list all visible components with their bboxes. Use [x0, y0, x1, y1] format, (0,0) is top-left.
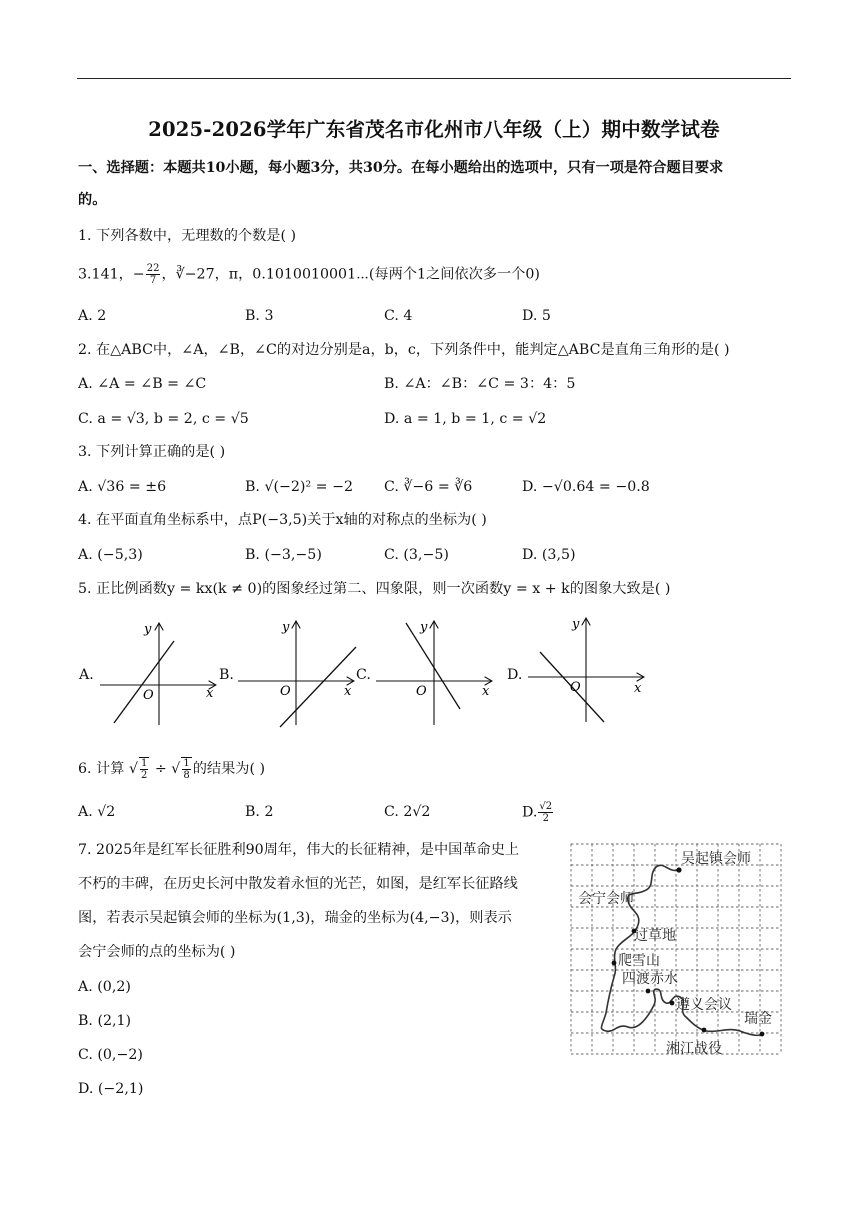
q7-option-d[interactable]: D. (−2,1): [78, 1081, 144, 1097]
q5-a-y-label: y: [144, 622, 152, 637]
long-march-map: [568, 841, 788, 1061]
q5-b-origin: O: [280, 684, 291, 699]
q1-items-a: 3.141，−: [78, 266, 145, 283]
q3-option-d[interactable]: D. −√0.64 = −0.8: [522, 479, 650, 495]
section-heading: 一、选择题：本题共10小题，每小题3分，共30分。在每小题给出的选项中，只有一项是符合题目要求: [78, 160, 724, 176]
q6-divide: ÷: [154, 761, 167, 777]
q1-option-a[interactable]: A. 2: [78, 308, 107, 324]
q5-d-origin: O: [570, 680, 581, 695]
q6-stem-c: 的结果为( ): [192, 761, 266, 777]
label-zunyi: 遵义会议: [676, 997, 732, 1013]
section-heading-cont: 的。: [78, 192, 107, 208]
header-rule: [77, 78, 791, 79]
q2-option-a[interactable]: A. ∠A = ∠B = ∠C: [78, 376, 207, 392]
q5-graph-c: [372, 617, 500, 729]
page-title: 2025-2026学年广东省茂名市化州市八年级（上）期中数学试卷: [148, 118, 720, 141]
q3-stem: 3. 下列计算正确的是( ): [78, 444, 226, 460]
q5-graph-d: [524, 614, 652, 726]
q5-option-d[interactable]: D.: [507, 667, 523, 683]
q7-line-2: 不朽的丰碑，在历史长河中散发着永恒的光芒，如图，是红军长征路线: [78, 876, 518, 892]
q3-option-b[interactable]: B. √(−2)² = −2: [245, 479, 353, 495]
q1-items-b: ，∛−27，π，0.1010010001⋯(每两个1之间依次多一个0): [161, 266, 540, 283]
label-paxueshan: 爬雪山: [618, 953, 660, 969]
q4-option-c[interactable]: C. (3,−5): [384, 547, 449, 563]
label-huining: 会宁会师: [578, 891, 634, 907]
q4-option-d[interactable]: D. (3,5): [522, 547, 576, 563]
q5-d-x-label: x: [634, 681, 642, 696]
label-sidu: 四渡赤水: [622, 971, 678, 987]
q7-option-b[interactable]: B. (2,1): [78, 1013, 132, 1029]
q5-a-x-label: x: [206, 686, 214, 701]
q4-option-a[interactable]: A. (−5,3): [78, 547, 143, 563]
q2-option-b[interactable]: B. ∠A：∠B：∠C = 3：4：5: [384, 376, 576, 392]
q1-option-b[interactable]: B. 3: [245, 308, 274, 324]
q7-line-1: 7. 2025年是红军长征胜利90周年，伟大的长征精神，是中国革命史上: [78, 842, 520, 858]
q6-stem: [78, 757, 265, 781]
zunyi-point: [670, 1001, 675, 1006]
q5-graph-b: [234, 617, 362, 729]
q6-stem-a: 6. 计算: [78, 761, 125, 777]
q6-d-fraction: $\frac{√2}{2}$: [539, 801, 553, 824]
label-guocaodi: 过草地: [634, 928, 676, 944]
q5-c-origin: O: [416, 684, 427, 699]
q6-option-b[interactable]: B. 2: [245, 804, 274, 820]
q7-option-c[interactable]: C. (0,−2): [78, 1047, 143, 1063]
q5-c-y-label: y: [420, 620, 428, 635]
ruijin-point: [760, 1032, 765, 1037]
q7-line-3: 图，若表示吴起镇会师的坐标为(1,3)，瑞金的坐标为(4,−3)，则表示: [78, 910, 512, 926]
q6-radical-1: √ $\frac{1}{2}$: [128, 758, 148, 781]
label-xiangjiang: 湘江战役: [666, 1041, 722, 1057]
q5-a-origin: O: [143, 688, 154, 703]
q5-stem: 5. 正比例函数y = kx(k ≠ 0)的图象经过第二、四象限，则一次函数y = x + k的图象大致是( ): [78, 581, 671, 597]
sidu-point: [646, 989, 651, 994]
q2-option-c[interactable]: C. a = √3, b = 2, c = √5: [78, 411, 249, 427]
q6-option-a[interactable]: A. √2: [78, 804, 116, 820]
q1-items: [78, 263, 540, 286]
q5-option-a[interactable]: A.: [79, 667, 94, 683]
q3-option-a[interactable]: A. √36 = ±6: [78, 479, 167, 495]
q6-radical-2: √ $\frac{1}{8}$: [171, 758, 190, 781]
q1-fraction: $\frac{22}{7}$: [146, 263, 160, 286]
q2-stem: 2. 在△ABC中，∠A，∠B，∠C的对边分别是a，b，c，下列条件中，能判定△ABC是直角三角形的是( ): [78, 342, 730, 358]
q4-option-b[interactable]: B. (−3,−5): [245, 547, 322, 563]
q1-option-d[interactable]: D. 5: [522, 308, 551, 324]
q5-option-c[interactable]: C.: [356, 667, 371, 683]
q3-option-c[interactable]: C. ∛−6 = ∛6: [384, 479, 473, 495]
q4-stem: 4. 在平面直角坐标系中，点P(−3,5)关于x轴的对称点的坐标为( ): [78, 512, 487, 528]
paxueshan-point: [612, 961, 617, 966]
xiangjiang-point: [702, 1028, 707, 1033]
q1-option-c[interactable]: C. 4: [384, 308, 413, 324]
q1-stem: 1. 下列各数中，无理数的个数是( ): [78, 228, 297, 244]
q5-option-b[interactable]: B.: [219, 667, 234, 683]
q2-option-d[interactable]: D. a = 1, b = 1, c = √2: [384, 411, 547, 427]
q7-option-a[interactable]: A. (0,2): [78, 979, 131, 995]
label-wuqi: 吴起镇会师: [681, 851, 751, 867]
q6-option-c[interactable]: C. 2√2: [384, 804, 431, 820]
wuqi-point: [676, 867, 681, 872]
q5-d-y-label: y: [572, 617, 580, 632]
q5-b-x-label: x: [344, 684, 352, 699]
q7-line-4: 会宁会师的点的坐标为( ): [78, 944, 236, 960]
q5-c-x-label: x: [482, 684, 490, 699]
label-ruijin: 瑞金: [744, 1011, 772, 1027]
q5-graph-a: [96, 617, 224, 729]
q6-option-d[interactable]: D. $\frac{√2}{2}$: [522, 801, 553, 824]
q5-b-y-label: y: [282, 620, 290, 635]
